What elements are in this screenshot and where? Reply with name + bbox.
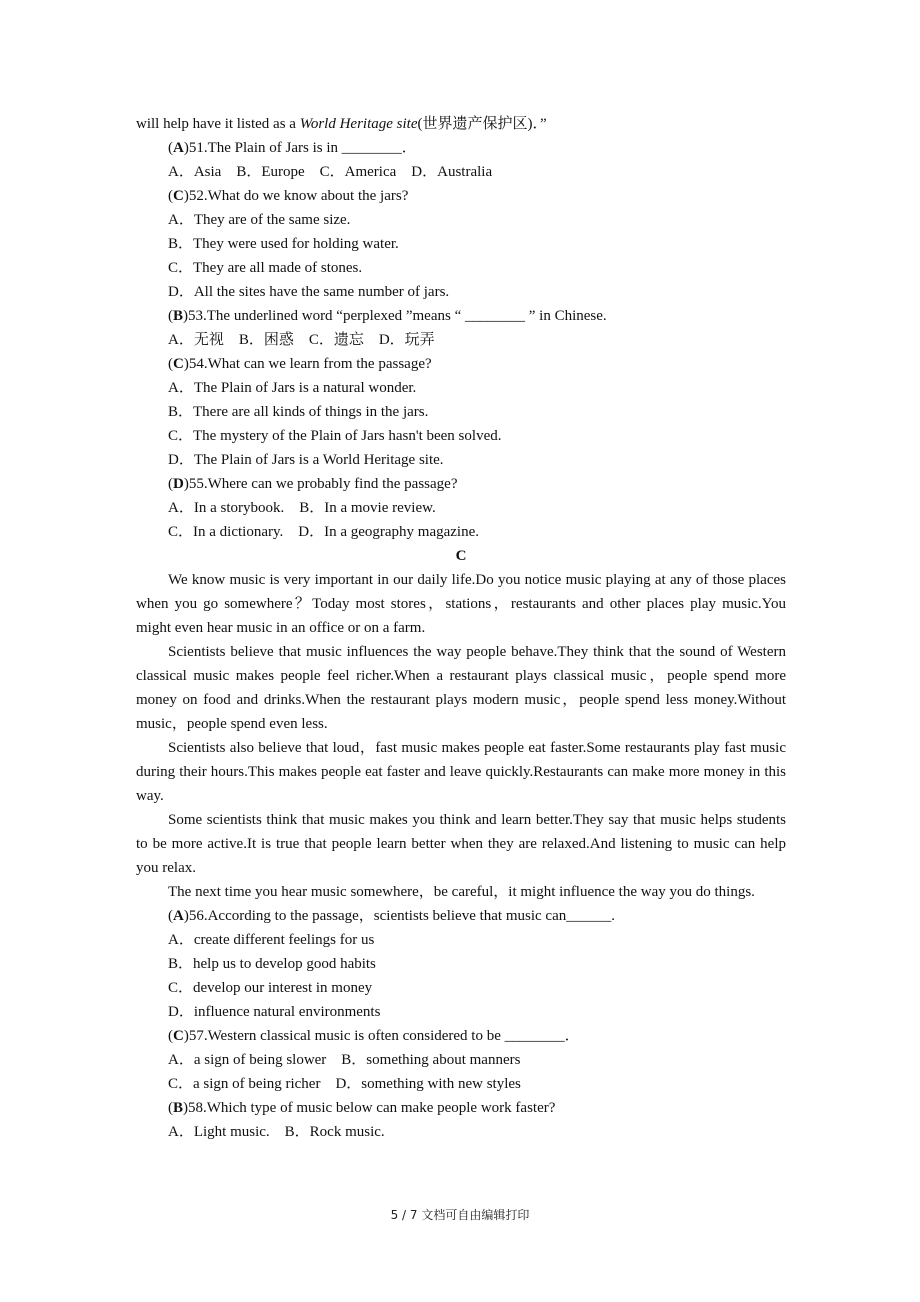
answer-option: A．create different feelings for us (168, 932, 375, 948)
answer-option: B．help us to develop good habits (168, 956, 376, 972)
question-text: 56.According to the passage，scientists believe that music can______. (188, 908, 615, 924)
question-stem: (C)57.Western classical music is often considered to be ________． (168, 1028, 580, 1044)
answer-option: A．Asia B．Europe C．America D．Australia (168, 164, 493, 180)
answer-option: C．They are all made of stones. (168, 260, 363, 276)
question-stem: (A)56.According to the passage，scientists believe that music can______. (168, 908, 615, 924)
answer-option: A．a sign of being slower B．something about manners (168, 1052, 521, 1068)
answer-option: B．There are all kinds of things in the jars. (168, 404, 429, 420)
answer-option: D．The Plain of Jars is a World Heritage site. (168, 452, 444, 468)
answer-key: D (173, 476, 184, 492)
answer-option: A．In a storybook. B．In a movie review. (168, 500, 436, 516)
answer-key: C (173, 188, 184, 204)
answer-option: A．The Plain of Jars is a natural wonder. (168, 380, 417, 396)
answer-key: C (173, 356, 184, 372)
answer-option: A．They are of the same size. (168, 212, 351, 228)
answer-option: C．a sign of being richer D．something with new styles (168, 1076, 521, 1092)
answer-option: A．Light music. B．Rock music. (168, 1124, 385, 1140)
answer-key: A (173, 908, 184, 924)
question-text: 53.The underlined word “perplexed ”means “ ________ ” in Chinese. (188, 308, 607, 324)
passage-b-tail (136, 112, 786, 136)
answer-key: A (173, 140, 184, 156)
questions-section-b (136, 136, 786, 544)
question-text: 57.Western classical music is often considered to be ________． (188, 1028, 580, 1044)
passage-paragraph: Scientists believe that music influences the way people behave.They think that the sound of Western classical music makes people feel richer.When a restaurant plays classical music，people spend more money on food and drinks.When the restaurant plays modern music，people spend less money.Without music，people spend even less. (136, 644, 786, 732)
questions-section-c (136, 904, 786, 1144)
passage-paragraph: We know music is very important in our daily life.Do you notice music playing at any of those places when you go somewhere？Today most stores，stations，restaurants and other places play music.You might even hear music in an office or on a farm. (136, 572, 786, 636)
question-stem: (B)58.Which type of music below can make people work faster? (168, 1100, 556, 1116)
question-text: 58.Which type of music below can make people work faster? (188, 1100, 556, 1116)
passage-c (136, 568, 786, 904)
answer-option: A．无视 B．困惑 C．遗忘 D．玩弄 (168, 332, 435, 348)
answer-key: B (173, 1100, 184, 1116)
answer-key: B (173, 308, 184, 324)
question-text: 51.The Plain of Jars is in ________． (188, 140, 417, 156)
passage-paragraph: Some scientists think that music makes you think and learn better.They say that music helps students to be more active.It is true that people learn better when they are relaxed.And listening to music can help you relax. (136, 812, 786, 876)
question-stem: (C)52.What do we know about the jars? (168, 188, 409, 204)
answer-option: C．develop our interest in money (168, 980, 373, 996)
text-run: will help have it listed as a (136, 116, 300, 132)
answer-option: D．All the sites have the same number of jars. (168, 284, 450, 300)
question-text: 54.What can we learn from the passage? (188, 356, 432, 372)
question-stem: (C)54.What can we learn from the passage? (168, 356, 432, 372)
question-text: 55.Where can we probably find the passage? (188, 476, 458, 492)
passage-paragraph: The next time you hear music somewhere，be careful，it might influence the way you do things. (168, 884, 755, 900)
passage-paragraph: Scientists also believe that loud，fast music makes people eat faster.Some restaurants play fast music during their hours.This makes people eat faster and leave quickly.Restaurants can make more money in this way. (136, 740, 786, 804)
section-title: C (455, 548, 467, 564)
answer-option: D．influence natural environments (168, 1004, 381, 1020)
answer-option: C．In a dictionary. D．In a geography magazine. (168, 524, 480, 540)
answer-key: C (173, 1028, 184, 1044)
question-stem: (D)55.Where can we probably find the passage? (168, 476, 458, 492)
question-stem: (A)51.The Plain of Jars is in ________． (168, 140, 417, 156)
question-text: 52.What do we know about the jars? (188, 188, 409, 204)
document-page (136, 112, 786, 1144)
italic-term: World Heritage site (299, 116, 418, 132)
question-stem: (B)53.The underlined word “perplexed ”means “ ________ ” in Chinese. (168, 308, 607, 324)
answer-option: C．The mystery of the Plain of Jars hasn't been solved. (168, 428, 502, 444)
answer-option: B．They were used for holding water. (168, 236, 399, 252)
page-footer: 5 / 7 文档可自由编辑打印 (390, 1208, 530, 1222)
text-run: (世界遗产保护区)．” (417, 116, 547, 132)
